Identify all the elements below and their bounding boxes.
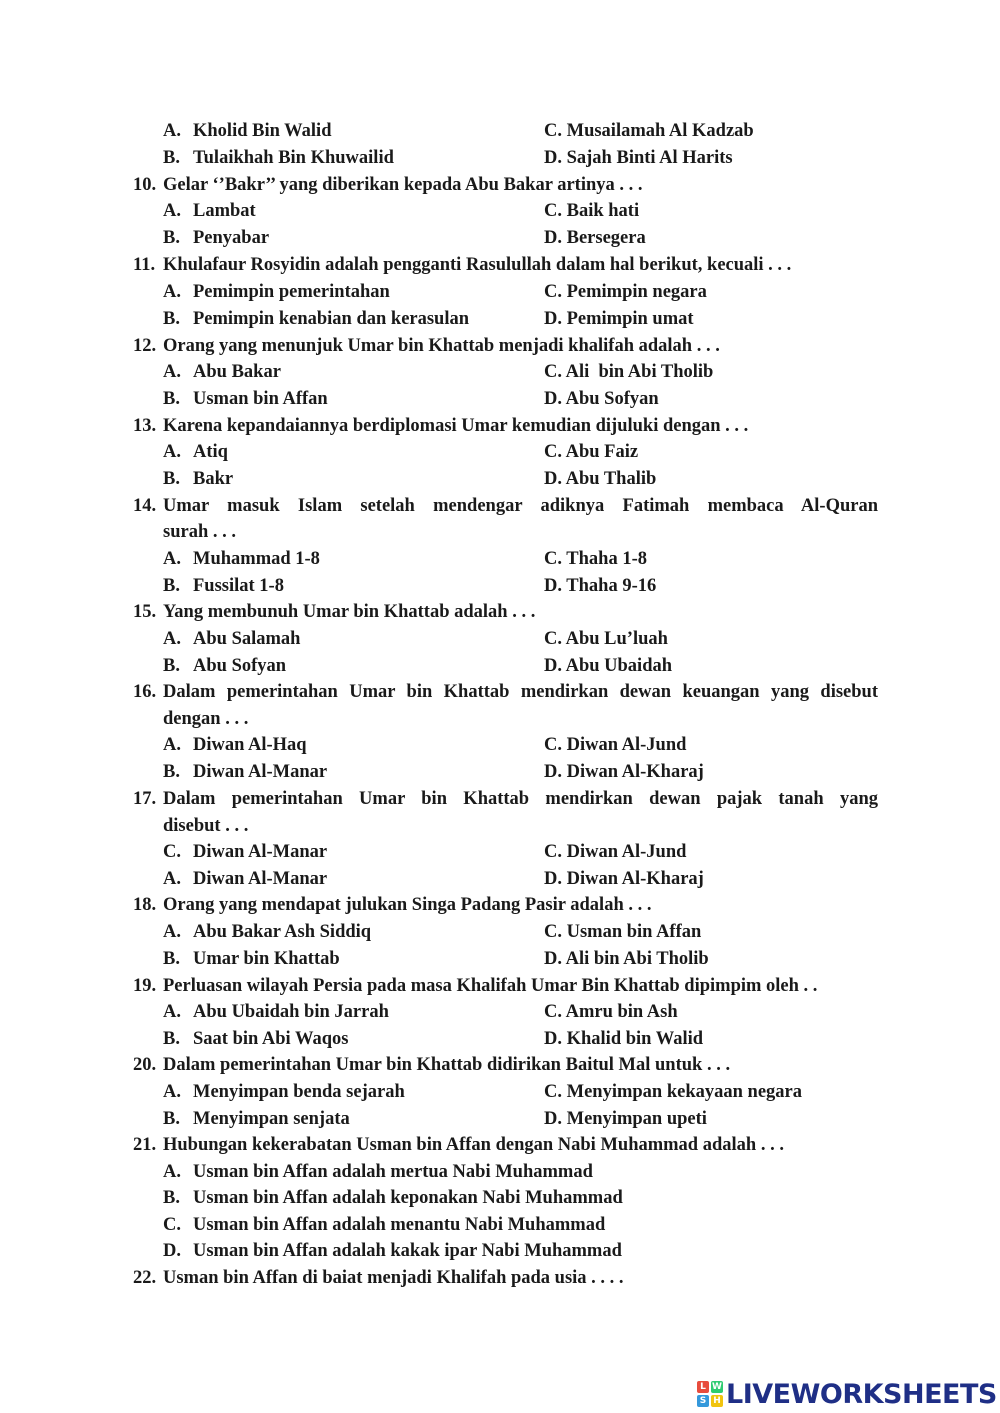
- option-c: C. Baik hati: [544, 201, 640, 221]
- option-a: Diwan Al-Manar: [193, 842, 328, 862]
- option-c: C. Abu Faiz: [544, 442, 639, 462]
- logo-block: S: [697, 1395, 709, 1407]
- option-d: D. Pemimpin umat: [544, 309, 694, 329]
- option-c: C. Thaha 1-8: [544, 549, 647, 569]
- question-text: Dalam pemerintahan Umar bin Khattab mendirkan dewan pajak tanah yang: [163, 789, 878, 809]
- option-c: C. Diwan Al-Jund: [544, 842, 687, 862]
- option-b: Umar bin Khattab: [193, 949, 340, 969]
- question-number: 11.: [133, 255, 156, 275]
- option-letter: B.: [163, 469, 180, 489]
- option-a: Diwan Al-Haq: [193, 735, 307, 755]
- option-b: Diwan Al-Manar: [193, 762, 328, 782]
- option-c: Usman bin Affan adalah menantu Nabi Muhammad: [193, 1215, 606, 1235]
- option-letter: A.: [163, 442, 181, 462]
- option-letter: A.: [163, 1082, 181, 1102]
- question-text-line2: disebut . . .: [163, 816, 249, 836]
- question-number: 17.: [133, 789, 157, 809]
- option-d: D. Abu Thalib: [544, 469, 657, 489]
- option-b: Diwan Al-Manar: [193, 869, 328, 889]
- question-number: 10.: [133, 175, 157, 195]
- option-b: Fussilat 1-8: [193, 576, 284, 596]
- question-text: Khulafaur Rosyidin adalah pengganti Rasulullah dalam hal berikut, kecuali . . .: [163, 255, 792, 275]
- option-c: C. Abu Lu’luah: [544, 629, 668, 649]
- option-c: C. Diwan Al-Jund: [544, 735, 687, 755]
- question-text: Dalam pemerintahan Umar bin Khattab mendirkan dewan keuangan yang disebut: [163, 682, 878, 702]
- question-number: 14.: [133, 496, 157, 516]
- question-number: 20.: [133, 1055, 157, 1075]
- question-number: 22.: [133, 1268, 157, 1288]
- question-number: 18.: [133, 895, 157, 915]
- option-d: Usman bin Affan adalah kakak ipar Nabi Muhammad: [193, 1241, 622, 1261]
- liveworksheets-logo: [697, 1377, 997, 1411]
- option-letter: A.: [163, 201, 181, 221]
- option-letter: B.: [163, 762, 180, 782]
- option-d: D. Bersegera: [544, 228, 646, 248]
- option-letter: A.: [163, 1002, 181, 1022]
- option-letter: A.: [163, 735, 181, 755]
- option-a: Lambat: [193, 201, 256, 221]
- question-text: Umar masuk Islam setelah mendengar adiknya Fatimah membaca Al-Quran: [163, 496, 878, 516]
- question-number: 13.: [133, 416, 157, 436]
- option-letter: A.: [163, 549, 181, 569]
- option-a: Muhammad 1-8: [193, 549, 320, 569]
- logo-block: H: [711, 1395, 723, 1407]
- option-a: Usman bin Affan adalah mertua Nabi Muhammad: [193, 1162, 593, 1182]
- option-b: Penyabar: [193, 228, 270, 248]
- option-letter: B.: [163, 148, 180, 168]
- option-a: Abu Bakar Ash Siddiq: [193, 922, 372, 942]
- option-d: D. Khalid bin Walid: [544, 1029, 704, 1049]
- option-letter: A.: [163, 869, 181, 889]
- question-number: 12.: [133, 336, 157, 356]
- option-letter: A.: [163, 629, 181, 649]
- option-letter: A.: [163, 1162, 181, 1182]
- option-letter: B.: [163, 389, 180, 409]
- question-text: Usman bin Affan di baiat menjadi Khalifah pada usia . . . .: [163, 1268, 624, 1288]
- option-a: Pemimpin pemerintahan: [193, 282, 390, 302]
- option-letter: B.: [163, 309, 180, 329]
- question-number: 19.: [133, 976, 157, 996]
- option-c: C. Musailamah Al Kadzab: [544, 121, 754, 141]
- option-d: D. Diwan Al-Kharaj: [544, 762, 704, 782]
- question-text: Yang membunuh Umar bin Khattab adalah . . .: [163, 602, 536, 622]
- option-a: Abu Salamah: [193, 629, 301, 649]
- logo-text: LIVEWORKSHEETS: [726, 1378, 997, 1410]
- option-b: Abu Sofyan: [193, 656, 287, 676]
- option-c: C. Pemimpin negara: [544, 282, 707, 302]
- option-b: Saat bin Abi Waqos: [193, 1029, 349, 1049]
- option-letter: A.: [163, 282, 181, 302]
- option-letter: A.: [163, 121, 181, 141]
- question-number: 16.: [133, 682, 157, 702]
- question-number: 21.: [133, 1135, 157, 1155]
- option-a: Atiq: [193, 442, 228, 462]
- option-d: D. Abu Ubaidah: [544, 656, 673, 676]
- option-a: Abu Ubaidah bin Jarrah: [193, 1002, 389, 1022]
- option-letter: B.: [163, 656, 180, 676]
- option-b: Pemimpin kenabian dan kerasulan: [193, 309, 470, 329]
- option-letter: A.: [163, 922, 181, 942]
- option-letter: B.: [163, 1029, 180, 1049]
- option-letter: A.: [163, 362, 181, 382]
- option-letter: B.: [163, 576, 180, 596]
- option-b: Bakr: [193, 469, 234, 489]
- option-b: Tulaikhah Bin Khuwailid: [193, 148, 394, 168]
- option-b: Usman bin Affan: [193, 389, 328, 409]
- option-d: D. Abu Sofyan: [544, 389, 659, 409]
- logo-block: L: [697, 1381, 709, 1393]
- option-c: C. Amru bin Ash: [544, 1002, 678, 1022]
- question-text: Hubungan kekerabatan Usman bin Affan dengan Nabi Muhammad adalah . . .: [163, 1135, 784, 1155]
- option-a: Menyimpan benda sejarah: [193, 1082, 405, 1102]
- question-text-line2: dengan . . .: [163, 709, 249, 729]
- option-d: D. Ali bin Abi Tholib: [544, 949, 709, 969]
- option-b: Menyimpan senjata: [193, 1109, 350, 1129]
- option-letter: B.: [163, 1109, 180, 1129]
- option-letter: C.: [163, 1215, 181, 1235]
- option-a: Abu Bakar: [193, 362, 281, 382]
- option-letter: C.: [163, 842, 181, 862]
- question-text: Perluasan wilayah Persia pada masa Khalifah Umar Bin Khattab dipimpim oleh . .: [163, 976, 818, 996]
- question-text: Karena kepandaiannya berdiplomasi Umar kemudian dijuluki dengan . . .: [163, 416, 749, 436]
- option-letter: B.: [163, 1188, 180, 1208]
- option-d: D. Menyimpan upeti: [544, 1109, 707, 1129]
- logo-blocks-icon: [697, 1381, 723, 1407]
- question-number: 15.: [133, 602, 157, 622]
- question-text: Orang yang menunjuk Umar bin Khattab menjadi khalifah adalah . . .: [163, 336, 720, 356]
- option-d: D. Sajah Binti Al Harits: [544, 148, 733, 168]
- question-text: Dalam pemerintahan Umar bin Khattab didirikan Baitul Mal untuk . . .: [163, 1055, 731, 1075]
- option-letter: D.: [163, 1241, 181, 1261]
- option-d: D. Diwan Al-Kharaj: [544, 869, 704, 889]
- option-c: C. Menyimpan kekayaan negara: [544, 1082, 802, 1102]
- question-text-line2: surah . . .: [163, 522, 236, 542]
- option-c: C. Ali bin Abi Tholib: [544, 362, 714, 382]
- option-letter: B.: [163, 228, 180, 248]
- option-c: C. Usman bin Affan: [544, 922, 702, 942]
- option-d: D. Thaha 9-16: [544, 576, 657, 596]
- option-b: Usman bin Affan adalah keponakan Nabi Muhammad: [193, 1188, 623, 1208]
- question-text: Orang yang mendapat julukan Singa Padang Pasir adalah . . .: [163, 895, 652, 915]
- option-a: Kholid Bin Walid: [193, 121, 332, 141]
- question-text: Gelar ‘’Bakr’’ yang diberikan kepada Abu Bakar artinya . . .: [163, 175, 643, 195]
- option-letter: B.: [163, 949, 180, 969]
- logo-block: W: [712, 1382, 722, 1392]
